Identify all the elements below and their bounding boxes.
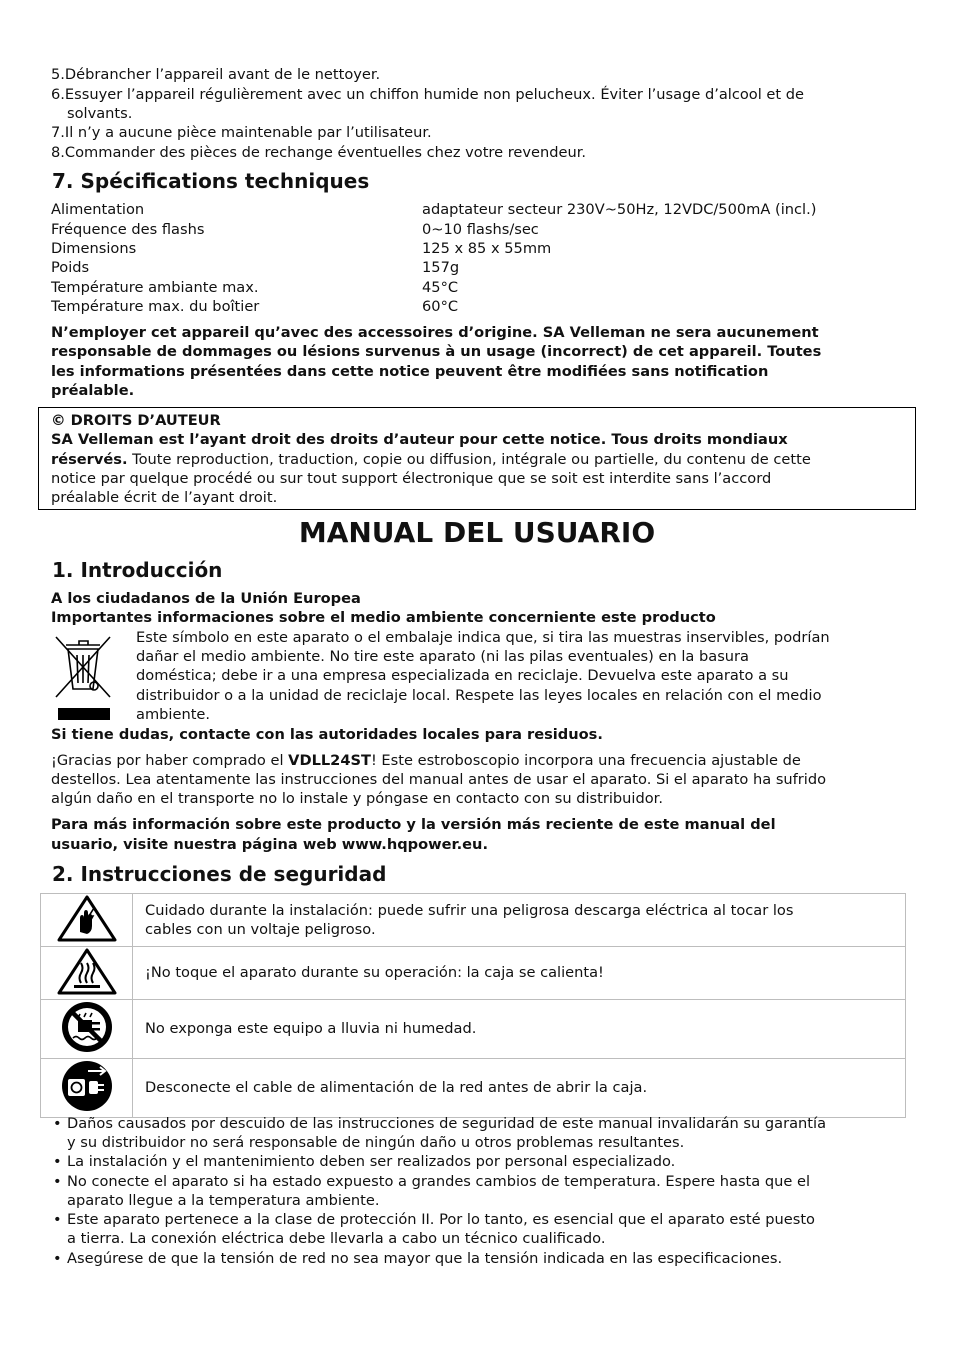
weee-text: ambiente. (136, 706, 211, 723)
spec-value: 45°C (422, 279, 459, 296)
bullet-text: Asegúrese de que la tensión de red no sea mayor que la tensión indicada en las especificaciones. (67, 1250, 783, 1267)
bullet-dot: • (53, 1115, 62, 1132)
maintenance-item: solvants. (67, 105, 133, 122)
notice-text: les informations présentées dans cette notice peuvent être modifiées sans notification (51, 363, 769, 380)
notice-text: N’employer cet appareil qu’avec des accessoires d’origine. SA Velleman ne sera aucunement (51, 324, 819, 341)
copyright-text: notice par quelque procédé ou sur tout support électronique que se soit est interdite sans l’accord (51, 470, 772, 487)
safety-row (41, 947, 906, 1000)
safety-text (133, 1000, 906, 1059)
maintenance-item: 7.Il n’y a aucune pièce maintenable par l’utilisateur. (51, 124, 432, 141)
maintenance-item: 6.Essuyer l’appareil régulièrement avec un chiffon humide non pelucheux. Éviter l’usage d’alcool et de (51, 86, 805, 103)
intro-heading: 1. Introducción (52, 558, 223, 582)
spec-value: 157g (422, 259, 460, 276)
safety-text-line: Cuidado durante la instalación: puede sufrir una peligrosa descarga eléctrica al tocar los (145, 901, 794, 919)
copyright-text-bold: réservés. (51, 451, 128, 468)
bullet-text: Este aparato pertenece a la clase de protección II. Por lo tanto, es esencial que el aparato esté puesto (67, 1211, 815, 1228)
safety-text (133, 947, 906, 1000)
safety-table (40, 893, 906, 1118)
copyright-text: SA Velleman est l’ayant droit des droits d’auteur pour cette notice. Tous droits mondiaux (51, 431, 788, 448)
doubt-text: Si tiene dudas, contacte con las autoridades locales para residuos. (51, 726, 603, 743)
bullet-text: y su distribuidor no será responsable de ningún daño u otros problemas resultantes. (67, 1134, 685, 1151)
spec-label: Température ambiante max. (51, 279, 259, 296)
electric-shock-warning-icon (41, 894, 133, 947)
thanks-text: algún daño en el transporte no lo instale y póngase en contacto con su distribuidor. (51, 790, 663, 807)
no-rain-moisture-icon (41, 1000, 133, 1059)
bullet-text: No conecte el aparato si ha estado expuesto a grandes cambios de temperatura. Espere hasta que el (67, 1173, 811, 1190)
safety-text-line: No exponga este equipo a lluvia ni humedad. (145, 1020, 477, 1038)
manual-title: MANUAL DEL USUARIO (298, 516, 656, 549)
notice-text: préalable. (51, 382, 135, 399)
copyright-title: © DROITS D’AUTEUR (51, 412, 221, 429)
safety-heading: 2. Instrucciones de seguridad (52, 862, 387, 886)
bullet-text: Daños causados por descuido de las instrucciones de seguridad de este manual invalidarán su garantía (67, 1115, 827, 1132)
bullet-text: a tierra. La conexión eléctrica debe llevarla a cabo un técnico cualificado. (67, 1230, 606, 1247)
copyright-text: préalable écrit de l’ayant droit. (51, 489, 278, 506)
spec-value: adaptateur secteur 230V~50Hz, 12VDC/500mA (incl.) (422, 201, 817, 218)
thanks-text: destellos. Lea atentamente las instrucciones del manual antes de usar el aparato. Si el aparato ha sufrido (51, 771, 827, 788)
bullet-text: aparato llegue a la temperatura ambiente. (67, 1192, 380, 1209)
thanks-post: ! Este estroboscopio incorpora una frecuencia ajustable de (370, 752, 801, 769)
disconnect-power-icon (41, 1059, 133, 1118)
copyright-text-rest: Toute reproduction, traduction, copie ou diffusion, intégrale ou partielle, du contenu de cette (127, 451, 811, 468)
bullet-text: La instalación y el mantenimiento deben ser realizados por personal especializado. (67, 1153, 676, 1170)
spec-label: Dimensions (51, 240, 137, 257)
maintenance-item: 5.Débrancher l’appareil avant de le nettoyer. (51, 66, 381, 83)
safety-text (133, 894, 906, 947)
specs-heading: 7. Spécifications techniques (52, 169, 370, 193)
info-text: usuario, visite nuestra página web www.hqpower.eu. (51, 836, 488, 853)
notice-text: responsable de dommages ou lésions survenus à un usage (incorrect) de cet appareil. Toutes (51, 343, 822, 360)
spec-value: 125 x 85 x 55mm (422, 240, 552, 257)
product-code: VDLL24ST (288, 752, 371, 769)
safety-row (41, 894, 906, 947)
spec-value: 0~10 flashs/sec (422, 221, 539, 238)
safety-row (41, 1000, 906, 1059)
weee-bin-icon (52, 631, 114, 723)
spec-label: Fréquence des flashs (51, 221, 205, 238)
spec-label: Température max. du boîtier (51, 298, 260, 315)
bullet-dot: • (53, 1153, 62, 1170)
hot-surface-warning-icon (41, 947, 133, 1000)
weee-text: Este símbolo en este aparato o el embalaje indica que, si tira las muestras inservibles, podrían (136, 629, 830, 646)
maintenance-item: 8.Commander des pièces de rechange éventuelles chez votre revendeur. (51, 144, 587, 161)
spec-value: 60°C (422, 298, 459, 315)
weee-text: dañar el medio ambiente. No tire este aparato (ni las pilas eventuales) en la basura (136, 648, 750, 665)
safety-text-line: Desconecte el cable de alimentación de la red antes de abrir la caja. (145, 1079, 648, 1097)
safety-row (41, 1059, 906, 1118)
safety-text (133, 1059, 906, 1118)
weee-text: distribuidor o a la unidad de reciclaje local. Respete las leyes locales en relación con el medio (136, 687, 822, 704)
thanks-pre: ¡Gracias por haber comprado el (51, 752, 289, 769)
spec-label: Alimentation (51, 201, 145, 218)
bullet-dot: • (53, 1173, 62, 1190)
bullet-dot: • (53, 1250, 62, 1267)
bullet-dot: • (53, 1211, 62, 1228)
info-text: Para más información sobre este producto y la versión más reciente de este manual del (51, 816, 776, 833)
spec-label: Poids (51, 259, 90, 276)
weee-text: doméstica; debe ir a una empresa especializada en reciclaje. Devuelva este aparato a su (136, 667, 789, 684)
safety-text-line: cables con un voltaje peligroso. (145, 921, 376, 938)
eu-subtitle: Importantes informaciones sobre el medio ambiente concerniente este producto (51, 609, 716, 626)
copyright-text (51, 450, 811, 470)
eu-title: A los ciudadanos de la Unión Europea (51, 590, 361, 607)
safety-text-line: ¡No toque el aparato durante su operación: la caja se calienta! (145, 964, 604, 982)
thanks-text (51, 751, 801, 771)
